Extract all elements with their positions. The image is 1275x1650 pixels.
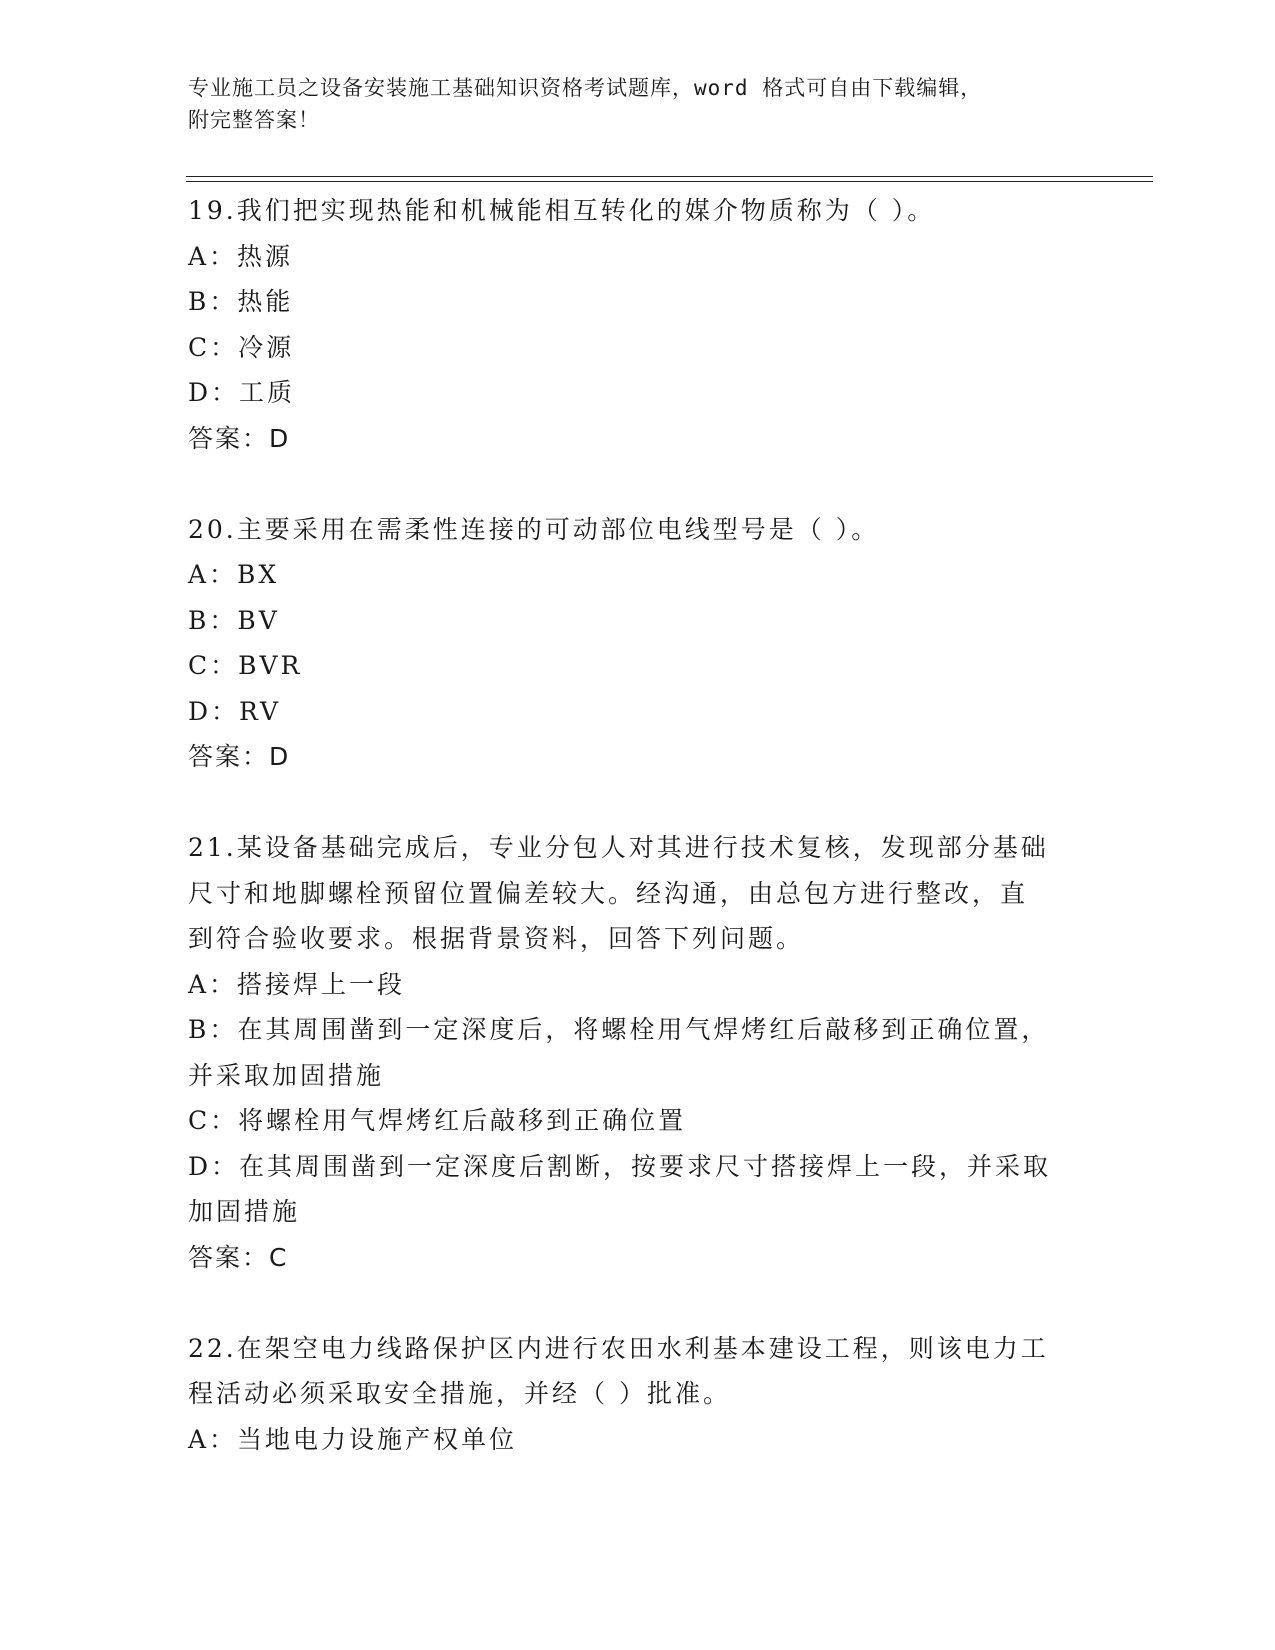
- option-b: B：热能: [188, 287, 294, 316]
- option-c: C：将螺栓用气焊烤红后敲移到正确位置: [188, 1106, 687, 1135]
- question-21: [188, 825, 1088, 1280]
- option-a: A：当地电力设施产权单位: [188, 1424, 518, 1454]
- question-stem-line-2: 尺寸和地脚螺栓预留位置偏差较大。经沟通，由总包方进行整改，直: [188, 878, 1029, 908]
- header-divider-top: [186, 176, 1153, 177]
- option-b-line-2: 并采取加固措施: [188, 1060, 385, 1090]
- option-a: A：搭接焊上一段: [188, 969, 406, 999]
- header-line-1: 专业施工员之设备安装施工基础知识资格考试题库，word 格式可自由下载编辑，: [188, 76, 983, 100]
- answer: 答案：D: [188, 423, 291, 453]
- option-b: B：BV: [188, 605, 280, 635]
- option-c: C：冷源: [188, 332, 295, 362]
- option-d-line-1: D：在其周围凿到一定深度后割断，按要求尺寸搭接焊上一段，并采取: [188, 1151, 1052, 1181]
- option-c: C：BVR: [188, 651, 303, 680]
- question-stem-line-3: 到符合验收要求。根据背景资料，回答下列问题。: [188, 924, 805, 953]
- option-d: D：RV: [188, 696, 282, 726]
- question-22: [188, 1326, 1088, 1463]
- option-a: A：热源: [188, 241, 294, 271]
- question-19: [188, 188, 1088, 461]
- question-list: [188, 188, 1088, 1462]
- question-stem-line-1: 21.某设备基础完成后，专业分包人对其进行技术复核，发现部分基础: [188, 833, 1049, 862]
- header-line-2: 附完整答案！: [188, 108, 320, 132]
- header-divider-bottom: [186, 181, 1153, 182]
- question-stem-line-1: 22.在架空电力线路保护区内进行农田水利基本建设工程，则该电力工: [188, 1333, 1049, 1363]
- option-b-line-1: B：在其周围凿到一定深度后，将螺栓用气焊烤红后敲移到正确位置，: [188, 1015, 1050, 1044]
- document-header: [188, 72, 1088, 136]
- question-stem-line-2: 程活动必须采取安全措施，并经（ ）批准。: [188, 1379, 731, 1408]
- question-20: [188, 507, 1088, 780]
- option-d-line-2: 加固措施: [188, 1197, 301, 1226]
- answer: 答案：D: [188, 742, 291, 771]
- option-d: D：工质: [188, 378, 296, 407]
- question-stem: 19.我们把实现热能和机械能相互转化的媒介物质称为（ ）。: [188, 196, 936, 225]
- answer: 答案：C: [188, 1242, 289, 1272]
- option-a: A：BX: [188, 560, 280, 589]
- question-stem: 20.主要采用在需柔性连接的可动部位电线型号是（ ）。: [188, 514, 880, 544]
